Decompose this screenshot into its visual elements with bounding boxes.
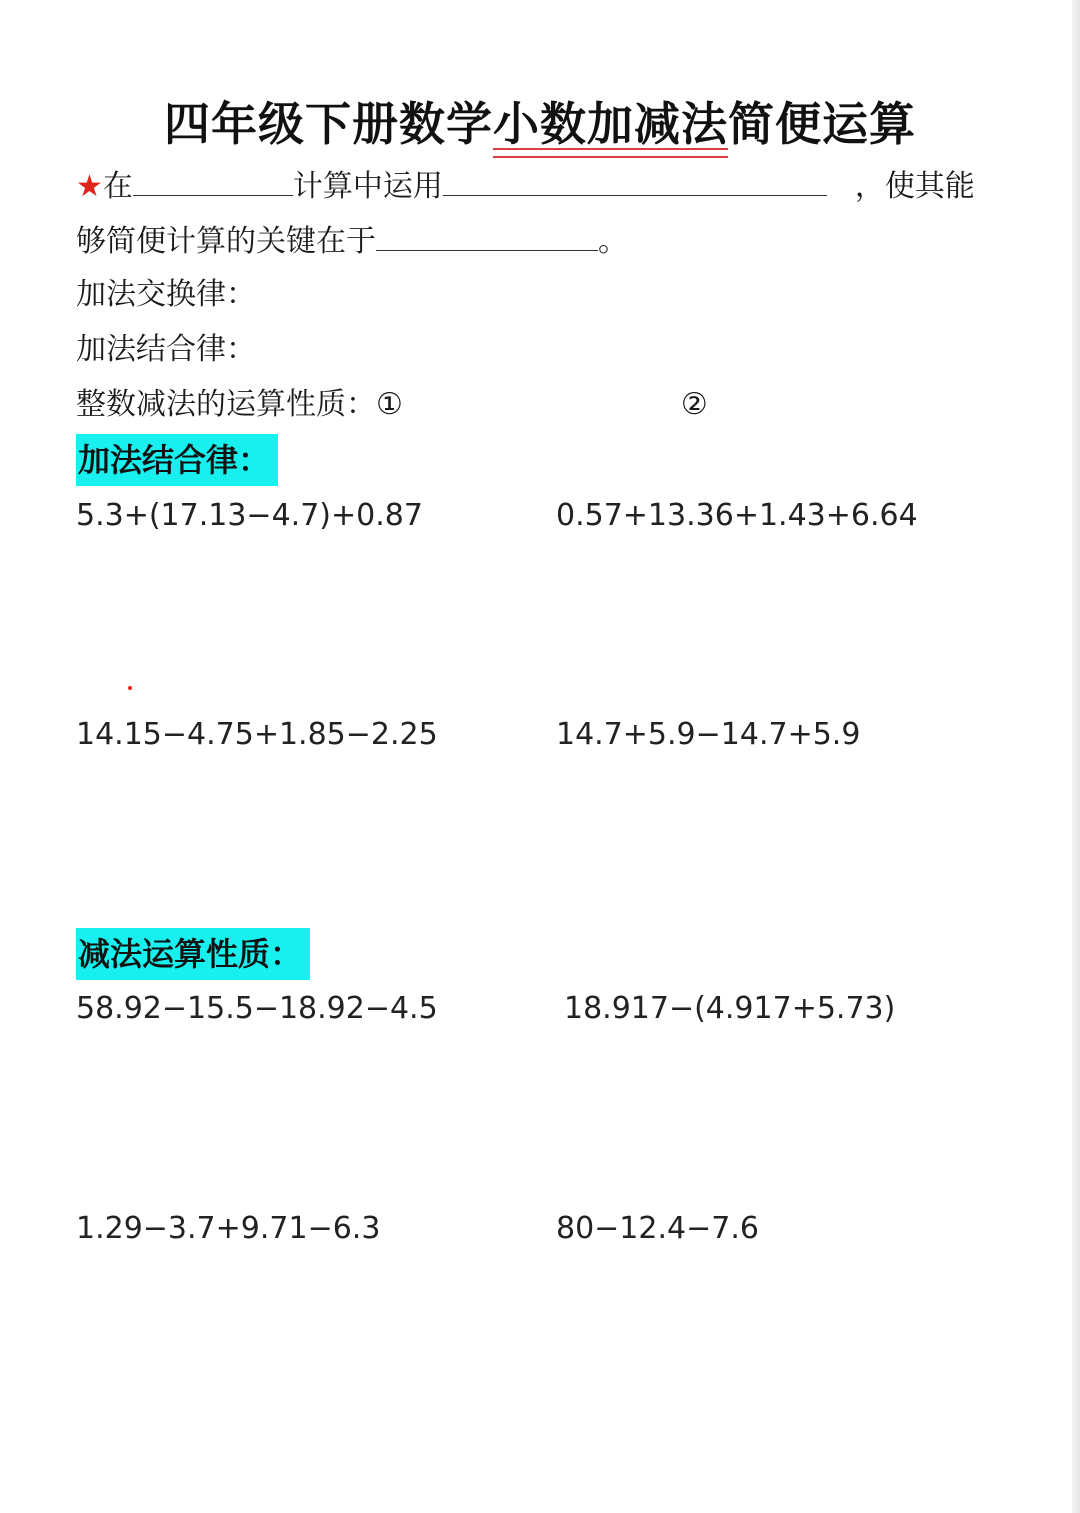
- title-part-3: 简便运算: [728, 97, 916, 151]
- problem-4: 14.7+5.9−14.7+5.9: [556, 717, 861, 752]
- section-addition-heading: 加法结合律：: [76, 434, 278, 486]
- problem-1: 5.3+(17.13−4.7)+0.87: [76, 498, 423, 533]
- title-part-1: 四年级下册数学: [164, 97, 493, 151]
- problem-2: 0.57+13.36+1.43+6.64: [556, 498, 918, 533]
- law-commutative: 加法交换律：: [76, 277, 256, 312]
- intro-line-1: [76, 165, 975, 207]
- intro-text-3: ，使其能: [854, 169, 975, 204]
- circle-two: ②: [680, 387, 708, 422]
- blank-1[interactable]: [133, 165, 293, 196]
- intro-text-5: 。: [598, 224, 628, 259]
- intro-text-1: 在: [102, 169, 133, 204]
- problem-7: 1.29−3.7+9.71−6.3: [76, 1211, 381, 1246]
- title-part-highlighted: 小数加减法: [493, 88, 728, 154]
- problem-5: 58.92−15.5−18.92−4.5: [76, 991, 438, 1026]
- blank-3[interactable]: [376, 220, 598, 251]
- intro-text-2: 计算中运用: [292, 169, 443, 204]
- page-edge: [1072, 0, 1080, 1513]
- intro-line-2: [76, 220, 628, 262]
- problem-8: 80−12.4−7.6: [556, 1211, 759, 1246]
- circle-one: ①: [376, 387, 403, 422]
- page-title: [0, 88, 1080, 154]
- problem-6: 18.917−(4.917+5.73): [564, 991, 896, 1026]
- blank-2[interactable]: [443, 165, 827, 196]
- red-dot-mark: [128, 686, 132, 690]
- law-subtraction-property: [76, 385, 708, 425]
- problem-3: 14.15−4.75+1.85−2.25: [76, 717, 438, 752]
- law-associative: 加法结合律：: [76, 332, 256, 367]
- star-icon: ★: [76, 169, 103, 204]
- law-subtraction-label: 整数减法的运算性质：: [76, 387, 376, 422]
- section-subtraction-heading: 减法运算性质：: [76, 928, 310, 980]
- intro-text-4: 够简便计算的关键在于: [76, 224, 376, 259]
